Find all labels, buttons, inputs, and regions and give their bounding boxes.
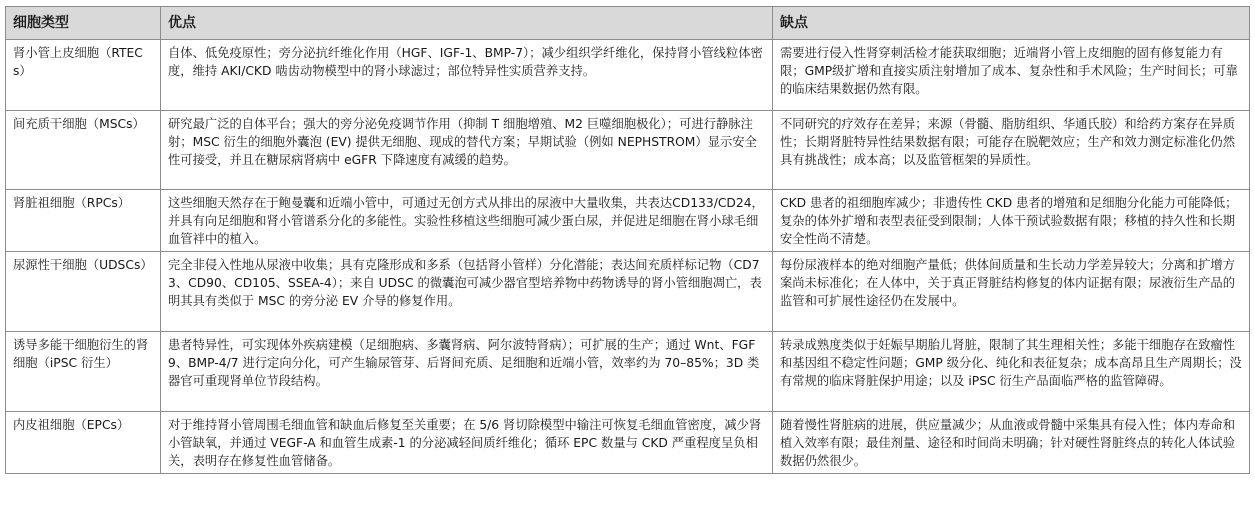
advantages-cell: 对于维持肾小管周围毛细血管和缺血后修复至关重要；在 5/6 肾切除模型中输注可恢复毛细血管密度，减少肾小管缺氧，并通过 VEGF-A 和血管生成素-1 的分泌减轻间质纤维化；循环 EPC 数量与 CKD 严重程度呈负相关，表明存在修复性血管储备。 — [161, 412, 773, 474]
cell-type-comparison-table — [5, 6, 1250, 474]
table-row — [6, 40, 1250, 111]
header-row — [6, 7, 1250, 40]
advantages-cell: 研究最广泛的自体平台；强大的旁分泌免疫调节作用（抑制 T 细胞增殖、M2 巨噬细胞极化）；可进行静脉注射；MSC 衍生的细胞外囊泡 (EV) 提供无细胞、现成的替代方案；早期试验（例如 NEPHSTROM）显示安全性可接受，并且在糖尿病肾病中 eGFR 下降速度有减缓的趋势。 — [161, 111, 773, 190]
table-row — [6, 332, 1250, 412]
cell-type-name: 尿源性干细胞（UDSCs） — [6, 252, 161, 332]
table-row — [6, 412, 1250, 474]
table-row — [6, 252, 1250, 332]
cell-type-name: 肾小管上皮细胞（RTECs） — [6, 40, 161, 111]
cell-type-name: 肾脏祖细胞（RPCs） — [6, 190, 161, 252]
cell-type-name: 诱导多能干细胞衍生的肾细胞（iPSC 衍生） — [6, 332, 161, 412]
disadvantages-cell: 转录成熟度类似于妊娠早期胎儿肾脏，限制了其生理相关性；多能干细胞存在致瘤性和基因组不稳定性问题；GMP 级分化、纯化和表征复杂；成本高昂且生产周期长；没有常规的临床肾脏保护用途；以及 iPSC 衍生产品面临严格的监管障碍。 — [773, 332, 1250, 412]
disadvantages-cell: 随着慢性肾脏病的进展，供应量减少；从血液或骨髓中采集具有侵入性；体内寿命和植入效率有限；最佳剂量、途径和时间尚未明确；针对硬性肾脏终点的转化人体试验数据仍然很少。 — [773, 412, 1250, 474]
disadvantages-cell: 每份尿液样本的绝对细胞产量低；供体间质量和生长动力学差异较大；分离和扩增方案尚未标准化；在人体中，关于真正肾脏结构修复的体内证据有限；尿液衍生产品的监管和可扩展性途径仍在发展中。 — [773, 252, 1250, 332]
disadvantages-cell: 不同研究的疗效存在差异；来源（骨髓、脂肪组织、华通氏胶）和给药方案存在异质性；长期肾脏特异性结果数据有限；可能存在脱靶效应；生产和效力测定标准化仍然具有挑战性；成本高；以及监管框架的异质性。 — [773, 111, 1250, 190]
header-disadvantages: 缺点 — [773, 7, 1250, 40]
advantages-cell: 这些细胞天然存在于鲍曼囊和近端小管中，可通过无创方式从排出的尿液中大量收集，共表达CD133/CD24，并具有向足细胞和肾小管谱系分化的多能性。实验性移植这些细胞可减少蛋白尿，并促进足细胞在肾小球毛细血管袢中的植入。 — [161, 190, 773, 252]
header-cell-type: 细胞类型 — [6, 7, 161, 40]
cell-type-name: 间充质干细胞（MSCs） — [6, 111, 161, 190]
disadvantages-cell: 需要进行侵入性肾穿刺活检才能获取细胞；近端肾小管上皮细胞的固有修复能力有限；GMP级扩增和直接实质注射增加了成本、复杂性和手术风险；生产时间长；可靠的临床结果数据仍然有限。 — [773, 40, 1250, 111]
header-advantages: 优点 — [161, 7, 773, 40]
advantages-cell: 患者特异性，可实现体外疾病建模（足细胞病、多囊肾病、阿尔波特肾病）；可扩展的生产；通过 Wnt、FGF9、BMP-4/7 进行定向分化，可产生输尿管芽、后肾间充质、足细胞和近端小管，效率约为 70–85%；3D 类器官可重现肾单位节段结构。 — [161, 332, 773, 412]
table-body — [6, 40, 1250, 474]
advantages-cell: 完全非侵入性地从尿液中收集；具有克隆形成和多系（包括肾小管样）分化潜能；表达间充质样标记物（CD73、CD90、CD105、SSEA-4）；来自 UDSC 的微囊泡可减少器官型培养物中药物诱导的肾小管细胞凋亡，表明其具有类似于 MSC 的旁分泌 EV 介导的修复作用。 — [161, 252, 773, 332]
table-row — [6, 190, 1250, 252]
advantages-cell: 自体、低免疫原性；旁分泌抗纤维化作用（HGF、IGF-1、BMP-7）；减少组织学纤维化，保持肾小管线粒体密度，维持 AKI/CKD 啮齿动物模型中的肾小球滤过；部位特异性实质营养支持。 — [161, 40, 773, 111]
disadvantages-cell: CKD 患者的祖细胞库减少；非遗传性 CKD 患者的增殖和足细胞分化能力可能降低；复杂的体外扩增和表型表征受到限制；人体干预试验数据有限；移植的持久性和长期安全性尚不清楚。 — [773, 190, 1250, 252]
cell-type-name: 内皮祖细胞（EPCs） — [6, 412, 161, 474]
comparison-table-container — [5, 6, 1249, 474]
table-row — [6, 111, 1250, 190]
table-header — [6, 7, 1250, 40]
